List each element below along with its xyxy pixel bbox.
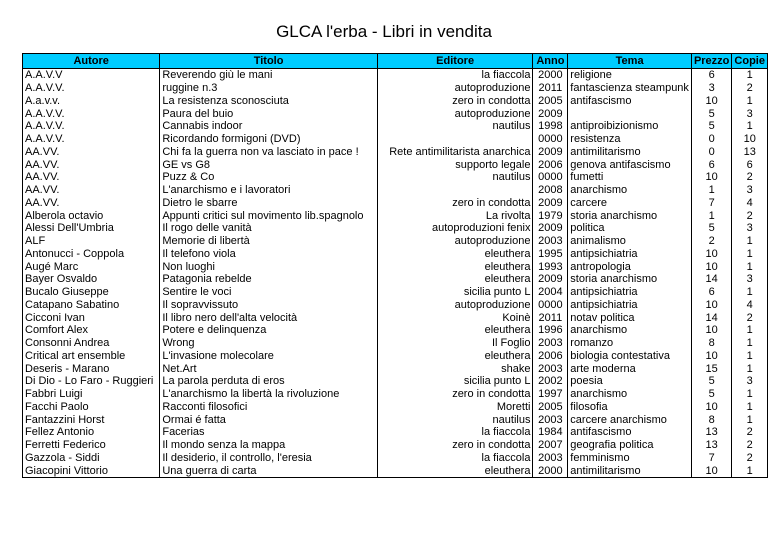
cell-copie: 1 — [732, 464, 768, 477]
cell-editore: eleuthera — [377, 350, 533, 363]
cell-editore: supporto legale — [377, 158, 533, 171]
cell-tema: notav politica — [568, 311, 692, 324]
cell-copie: 1 — [732, 362, 768, 375]
cell-tema: poesia — [568, 375, 692, 388]
cell-editore: autoproduzione — [377, 235, 533, 248]
cell-editore: nautilus — [377, 120, 533, 133]
cell-autore: Consonni Andrea — [23, 337, 160, 350]
cell-tema: romanzo — [568, 337, 692, 350]
cell-prezzo: 3 — [691, 82, 731, 95]
cell-titolo: Net.Art — [160, 362, 377, 375]
cell-autore: AA.VV. — [23, 146, 160, 159]
cell-anno: 2011 — [533, 311, 568, 324]
table-row — [23, 452, 768, 465]
cell-copie: 1 — [732, 337, 768, 350]
cell-anno: 2003 — [533, 337, 568, 350]
table-row — [23, 362, 768, 375]
cell-autore: A.A.V.V. — [23, 107, 160, 120]
cell-anno: 2002 — [533, 375, 568, 388]
cell-tema: antipsichiatria — [568, 286, 692, 299]
cell-prezzo: 7 — [691, 452, 731, 465]
cell-copie: 1 — [732, 350, 768, 363]
cell-copie: 10 — [732, 133, 768, 146]
cell-copie: 3 — [732, 375, 768, 388]
table-row — [23, 337, 768, 350]
cell-autore: AA.VV. — [23, 184, 160, 197]
cell-titolo: GE vs G8 — [160, 158, 377, 171]
cell-autore: Augé Marc — [23, 260, 160, 273]
cell-tema: politica — [568, 222, 692, 235]
cell-titolo: Non luoghi — [160, 260, 377, 273]
cell-copie: 1 — [732, 401, 768, 414]
cell-prezzo: 0 — [691, 133, 731, 146]
cell-prezzo: 8 — [691, 337, 731, 350]
cell-tema: antifascismo — [568, 95, 692, 108]
cell-anno: 2005 — [533, 401, 568, 414]
cell-editore: autoproduzione — [377, 107, 533, 120]
cell-tema: storia anarchismo — [568, 209, 692, 222]
cell-autore: AA.VV. — [23, 158, 160, 171]
cell-titolo: Ricordando formigoni (DVD) — [160, 133, 377, 146]
cell-prezzo: 10 — [691, 464, 731, 477]
cell-copie: 3 — [732, 184, 768, 197]
cell-editore: zero in condotta — [377, 388, 533, 401]
cell-copie: 1 — [732, 69, 768, 82]
cell-tema: antimilitarismo — [568, 146, 692, 159]
column-header-autore: Autore — [23, 54, 160, 69]
cell-copie: 1 — [732, 286, 768, 299]
cell-titolo: La resistenza sconosciuta — [160, 95, 377, 108]
table-row — [23, 401, 768, 414]
cell-anno: 1979 — [533, 209, 568, 222]
cell-editore: zero in condotta — [377, 439, 533, 452]
cell-anno: 2000 — [533, 464, 568, 477]
table-row — [23, 260, 768, 273]
column-header-copie: Copie — [732, 54, 768, 69]
cell-copie: 1 — [732, 413, 768, 426]
page-title: GLCA l'erba - Libri in vendita — [276, 22, 492, 41]
cell-editore: autoproduzione — [377, 299, 533, 312]
cell-tema: arte moderna — [568, 362, 692, 375]
cell-autore: Bucalo Giuseppe — [23, 286, 160, 299]
table-row — [23, 235, 768, 248]
cell-tema: antifascismo — [568, 426, 692, 439]
cell-anno: 2003 — [533, 362, 568, 375]
table-row — [23, 120, 768, 133]
cell-titolo: L'anarchismo la libertà la rivoluzione — [160, 388, 377, 401]
table-row — [23, 413, 768, 426]
cell-tema: carcere — [568, 197, 692, 210]
cell-tema: antropologia — [568, 260, 692, 273]
cell-autore: Facchi Paolo — [23, 401, 160, 414]
cell-anno: 0000 — [533, 133, 568, 146]
cell-copie: 2 — [732, 311, 768, 324]
cell-editore: la fiaccola — [377, 69, 533, 82]
cell-titolo: Puzz & Co — [160, 171, 377, 184]
cell-titolo: Ormai é fatta — [160, 413, 377, 426]
cell-titolo: Cannabis indoor — [160, 120, 377, 133]
cell-tema: antimilitarismo — [568, 464, 692, 477]
cell-titolo: Racconti filosofici — [160, 401, 377, 414]
cell-prezzo: 6 — [691, 286, 731, 299]
cell-editore: La rivolta — [377, 209, 533, 222]
cell-autore: Alberola octavio — [23, 209, 160, 222]
cell-anno: 2011 — [533, 82, 568, 95]
cell-tema — [568, 107, 692, 120]
cell-titolo: Il rogo delle vanità — [160, 222, 377, 235]
cell-prezzo: 6 — [691, 69, 731, 82]
cell-copie: 4 — [732, 299, 768, 312]
table-row — [23, 426, 768, 439]
table-row — [23, 388, 768, 401]
cell-autore: A.A.V.V. — [23, 133, 160, 146]
cell-titolo: Patagonia rebelde — [160, 273, 377, 286]
table-row — [23, 171, 768, 184]
cell-copie: 1 — [732, 120, 768, 133]
cell-anno: 2009 — [533, 146, 568, 159]
cell-editore: zero in condotta — [377, 197, 533, 210]
cell-titolo: Facerias — [160, 426, 377, 439]
table-row — [23, 286, 768, 299]
cell-anno: 2009 — [533, 273, 568, 286]
cell-tema: anarchismo — [568, 388, 692, 401]
cell-tema: anarchismo — [568, 184, 692, 197]
cell-copie: 3 — [732, 107, 768, 120]
cell-anno: 1998 — [533, 120, 568, 133]
cell-editore: Il Foglio — [377, 337, 533, 350]
cell-titolo: Appunti critici sul movimento lib.spagnolo — [160, 209, 377, 222]
table-row — [23, 158, 768, 171]
cell-prezzo: 10 — [691, 171, 731, 184]
cell-tema: resistenza — [568, 133, 692, 146]
cell-copie: 1 — [732, 235, 768, 248]
cell-titolo: Wrong — [160, 337, 377, 350]
cell-titolo: L'invasione molecolare — [160, 350, 377, 363]
cell-tema: animalismo — [568, 235, 692, 248]
column-header-anno: Anno — [533, 54, 568, 69]
cell-autore: A.A.V.V. — [23, 82, 160, 95]
cell-titolo: Reverendo giù le mani — [160, 69, 377, 82]
cell-tema: genova antifascismo — [568, 158, 692, 171]
cell-copie: 3 — [732, 273, 768, 286]
cell-titolo: Sentire le voci — [160, 286, 377, 299]
cell-autore: Bayer Osvaldo — [23, 273, 160, 286]
cell-titolo: Paura del buio — [160, 107, 377, 120]
cell-autore: Catapano Sabatino — [23, 299, 160, 312]
cell-tema: fumetti — [568, 171, 692, 184]
cell-tema: antipsichiatria — [568, 299, 692, 312]
cell-autore: AA.VV. — [23, 171, 160, 184]
cell-titolo: Chi fa la guerra non va lasciato in pace ! — [160, 146, 377, 159]
table-row — [23, 69, 768, 82]
cell-prezzo: 5 — [691, 120, 731, 133]
cell-editore: autoproduzione — [377, 82, 533, 95]
cell-tema: biologia contestativa — [568, 350, 692, 363]
cell-prezzo: 7 — [691, 197, 731, 210]
table-row — [23, 95, 768, 108]
cell-autore: Fabbri Luigi — [23, 388, 160, 401]
cell-copie: 4 — [732, 197, 768, 210]
table-row — [23, 324, 768, 337]
cell-prezzo: 5 — [691, 222, 731, 235]
cell-copie: 1 — [732, 324, 768, 337]
cell-tema: geografia politica — [568, 439, 692, 452]
cell-editore: eleuthera — [377, 248, 533, 261]
cell-tema: fantascienza steampunk — [568, 82, 692, 95]
cell-editore: sicilia punto L — [377, 286, 533, 299]
table-row — [23, 464, 768, 477]
cell-titolo: Il desiderio, il controllo, l'eresia — [160, 452, 377, 465]
cell-tema: antipsichiatria — [568, 248, 692, 261]
cell-copie: 1 — [732, 388, 768, 401]
cell-copie: 2 — [732, 171, 768, 184]
cell-copie: 6 — [732, 158, 768, 171]
cell-tema: anarchismo — [568, 324, 692, 337]
table-row — [23, 350, 768, 363]
books-table — [22, 53, 768, 478]
cell-titolo: Il mondo senza la mappa — [160, 439, 377, 452]
cell-prezzo: 14 — [691, 311, 731, 324]
cell-anno: 2005 — [533, 95, 568, 108]
cell-anno: 1997 — [533, 388, 568, 401]
table-row — [23, 184, 768, 197]
cell-editore: la fiaccola — [377, 452, 533, 465]
cell-anno: 2000 — [533, 69, 568, 82]
cell-prezzo: 10 — [691, 401, 731, 414]
cell-autore: A.a.v.v. — [23, 95, 160, 108]
cell-copie: 1 — [732, 95, 768, 108]
cell-anno: 0000 — [533, 299, 568, 312]
cell-autore: A.A.V.V. — [23, 120, 160, 133]
table-row — [23, 82, 768, 95]
cell-titolo: Potere e delinquenza — [160, 324, 377, 337]
table-row — [23, 209, 768, 222]
cell-editore — [377, 184, 533, 197]
cell-anno: 1984 — [533, 426, 568, 439]
cell-anno: 2006 — [533, 158, 568, 171]
cell-prezzo: 5 — [691, 107, 731, 120]
cell-prezzo: 6 — [691, 158, 731, 171]
table-row — [23, 222, 768, 235]
cell-tema: antiproibizionismo — [568, 120, 692, 133]
cell-anno: 2003 — [533, 452, 568, 465]
cell-prezzo: 8 — [691, 413, 731, 426]
cell-tema: filosofia — [568, 401, 692, 414]
cell-autore: A.A.V.V — [23, 69, 160, 82]
cell-editore: nautilus — [377, 413, 533, 426]
cell-titolo: Il sopravvissuto — [160, 299, 377, 312]
cell-copie: 13 — [732, 146, 768, 159]
cell-editore: eleuthera — [377, 273, 533, 286]
header-row — [23, 54, 768, 69]
cell-tema: storia anarchismo — [568, 273, 692, 286]
cell-prezzo: 10 — [691, 324, 731, 337]
cell-editore — [377, 133, 533, 146]
table-row — [23, 375, 768, 388]
column-header-tema: Tema — [568, 54, 692, 69]
cell-autore: Fantazzini Horst — [23, 413, 160, 426]
cell-anno: 1993 — [533, 260, 568, 273]
cell-prezzo: 1 — [691, 184, 731, 197]
cell-prezzo: 0 — [691, 146, 731, 159]
cell-autore: Giacopini Vittorio — [23, 464, 160, 477]
cell-prezzo: 14 — [691, 273, 731, 286]
column-header-editore: Editore — [377, 54, 533, 69]
cell-anno: 1995 — [533, 248, 568, 261]
cell-anno: 2003 — [533, 413, 568, 426]
cell-tema: religione — [568, 69, 692, 82]
cell-editore: Rete antimilitarista anarchica — [377, 146, 533, 159]
cell-autore: Fellez Antonio — [23, 426, 160, 439]
table-row — [23, 299, 768, 312]
table-row — [23, 107, 768, 120]
cell-editore: Koinè — [377, 311, 533, 324]
cell-prezzo: 10 — [691, 248, 731, 261]
cell-anno: 0000 — [533, 171, 568, 184]
cell-prezzo: 5 — [691, 375, 731, 388]
table-row — [23, 311, 768, 324]
column-header-titolo: Titolo — [160, 54, 377, 69]
cell-titolo: Il libro nero dell'alta velocità — [160, 311, 377, 324]
cell-autore: Deseris - Marano — [23, 362, 160, 375]
cell-editore: zero in condotta — [377, 95, 533, 108]
cell-anno: 2008 — [533, 184, 568, 197]
cell-autore: AA.VV. — [23, 197, 160, 210]
cell-prezzo: 2 — [691, 235, 731, 248]
cell-tema: carcere anarchismo — [568, 413, 692, 426]
cell-anno: 2009 — [533, 222, 568, 235]
cell-anno: 2003 — [533, 235, 568, 248]
cell-autore: Cicconi Ivan — [23, 311, 160, 324]
cell-copie: 1 — [732, 260, 768, 273]
column-header-prezzo: Prezzo — [691, 54, 731, 69]
table-row — [23, 439, 768, 452]
cell-autore: Critical art ensemble — [23, 350, 160, 363]
cell-copie: 2 — [732, 452, 768, 465]
cell-prezzo: 10 — [691, 260, 731, 273]
cell-autore: Antonucci - Coppola — [23, 248, 160, 261]
cell-copie: 2 — [732, 426, 768, 439]
cell-copie: 2 — [732, 82, 768, 95]
cell-prezzo: 10 — [691, 95, 731, 108]
table-row — [23, 197, 768, 210]
cell-copie: 1 — [732, 248, 768, 261]
cell-editore: la fiaccola — [377, 426, 533, 439]
table-row — [23, 248, 768, 261]
table-row — [23, 133, 768, 146]
cell-prezzo: 1 — [691, 209, 731, 222]
cell-anno: 1996 — [533, 324, 568, 337]
cell-titolo: L'anarchismo e i lavoratori — [160, 184, 377, 197]
cell-copie: 2 — [732, 209, 768, 222]
cell-editore: eleuthera — [377, 324, 533, 337]
cell-prezzo: 10 — [691, 299, 731, 312]
cell-titolo: La parola perduta di eros — [160, 375, 377, 388]
cell-titolo: ruggine n.3 — [160, 82, 377, 95]
cell-prezzo: 13 — [691, 439, 731, 452]
cell-autore: ALF — [23, 235, 160, 248]
cell-autore: Alessi Dell'Umbria — [23, 222, 160, 235]
cell-titolo: Una guerra di carta — [160, 464, 377, 477]
cell-prezzo: 5 — [691, 388, 731, 401]
cell-prezzo: 10 — [691, 350, 731, 363]
cell-editore: eleuthera — [377, 260, 533, 273]
table-row — [23, 146, 768, 159]
cell-autore: Ferretti Federico — [23, 439, 160, 452]
cell-anno: 2007 — [533, 439, 568, 452]
cell-copie: 3 — [732, 222, 768, 235]
cell-autore: Di Dio - Lo Faro - Ruggieri — [23, 375, 160, 388]
cell-editore: shake — [377, 362, 533, 375]
cell-anno: 2009 — [533, 197, 568, 210]
cell-tema: femminismo — [568, 452, 692, 465]
cell-copie: 2 — [732, 439, 768, 452]
cell-anno: 2004 — [533, 286, 568, 299]
cell-titolo: Dietro le sbarre — [160, 197, 377, 210]
cell-editore: eleuthera — [377, 464, 533, 477]
cell-editore: sicilia punto L — [377, 375, 533, 388]
cell-autore: Gazzola - Siddi — [23, 452, 160, 465]
cell-anno: 2006 — [533, 350, 568, 363]
cell-prezzo: 13 — [691, 426, 731, 439]
cell-editore: autoproduzioni fenix — [377, 222, 533, 235]
cell-anno: 2009 — [533, 107, 568, 120]
cell-editore: nautilus — [377, 171, 533, 184]
cell-prezzo: 15 — [691, 362, 731, 375]
cell-editore: Moretti — [377, 401, 533, 414]
cell-titolo: Memorie di libertà — [160, 235, 377, 248]
table-row — [23, 273, 768, 286]
cell-titolo: Il telefono viola — [160, 248, 377, 261]
cell-autore: Comfort Alex — [23, 324, 160, 337]
